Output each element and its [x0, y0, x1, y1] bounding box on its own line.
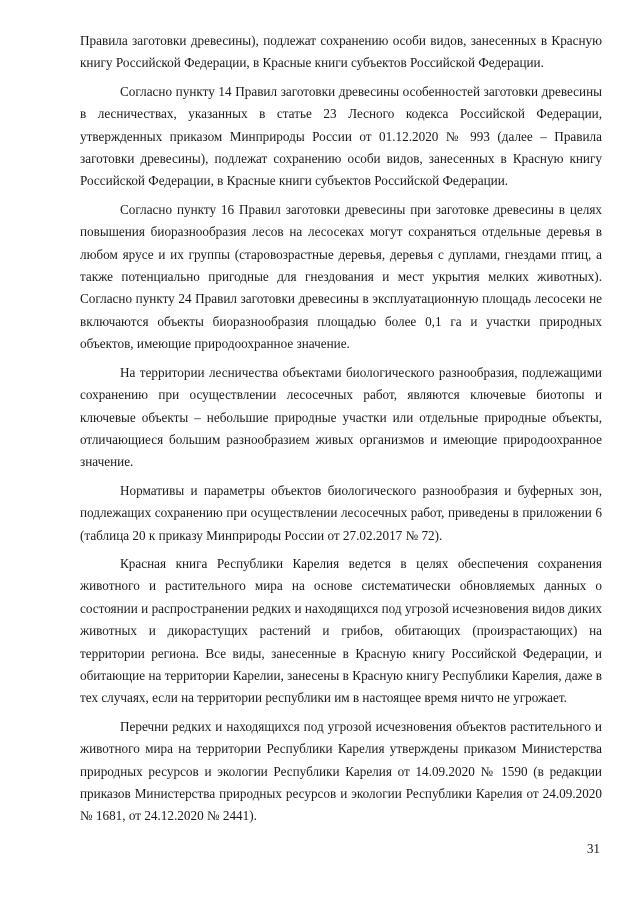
paragraph-norms: Нормативы и параметры объектов биологического разнообразия и буферных зон, подлежащих сохранению при осуществлении лесосечных работ, приведены в приложении 6 (таблица 20 к приказу Минприроды России от 27.02.2017 № 72).: [80, 482, 602, 543]
paragraph-red-book: Красная книга Республики Карелия ведется в целях обеспечения сохранения животного и растительного мира на основе систематически обновляемых данных о состоянии и распространении редких и находящихся под угрозой исчезновения видов диких животных и дикорастущих растений и грибов, обитающих (произрастающих) на территории региона. Все виды, занесенные в Красную книгу Российской Федерации, и обитающие на территории Карелии, занесены в Красную книгу Республики Карелия, даже в тех случаях, если на территории республики им в настоящее время ничто не угрожает.: [80, 555, 602, 706]
page-number: 31: [586, 841, 600, 856]
paragraph-rule-14: Согласно пункту 14 Правил заготовки древесины особенностей заготовки древесины в лесничествах, указанных в статье 23 Лесного кодекса Российской Федерации, утвержденных приказом Минприроды России от 01.12.2020 № 993 (далее – Правила заготовки древесины), подлежат сохранению особи видов, занесенных в Красную книгу Российской Федерации, в Красные книги субъектов Российской Федерации.: [80, 83, 602, 189]
paragraph-lists: Перечни редких и находящихся под угрозой исчезновения объектов растительного и животного мира на территории Республики Карелия утверждены приказом Министерства природных ресурсов и экологии Республики Карелия от 14.09.2020 № 1590 (в редакции приказов Министерства природных ресурсов и экологии Республики Карелия от 24.09.2020 № 1681, от 24.12.2020 № 2441).: [80, 718, 602, 824]
document-body: [80, 30, 602, 828]
paragraph-key-biotopes: На территории лесничества объектами биологического разнообразия, подлежащими сохранению при осуществлении лесосечных работ, являются ключевые биотопы и ключевые объекты – небольшие природные участки или отдельные природные объекты, отличающиеся большим разнообразием живых организмов и имеющие природоохранное значение.: [80, 364, 602, 470]
paragraph-rule-16-24: Согласно пункту 16 Правил заготовки древесины при заготовке древесины в целях повышения биоразнообразия лесов на лесосеках могут сохраняться отдельные деревья в любом ярусе и их группы (старовозрастные деревья, деревья с дуплами, гнездами птиц, а также потенциально пригодные для гнездования и мест укрытия мелких животных). Согласно пункту 24 Правил заготовки древесины в эксплуатационную площадь лесосеки не включаются объекты биоразнообразия площадью более 0,1 га и участки природных объектов, имеющие природоохранное значение.: [80, 201, 602, 352]
paragraph-continuation: Правила заготовки древесины), подлежат сохранению особи видов, занесенных в Красную книгу Российской Федерации, в Красные книги субъектов Российской Федерации.: [80, 33, 602, 71]
